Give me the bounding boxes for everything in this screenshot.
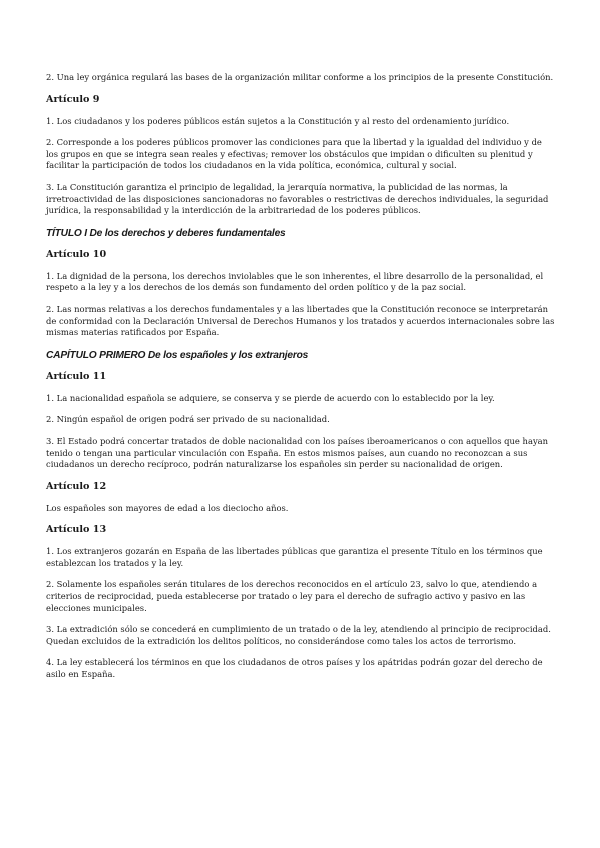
article-heading: Artículo 9 [46, 93, 100, 105]
paragraph: 3. El Estado podrá concertar tratados de doble nacionalidad con los países iberoamericanos o con aquellos que hayan tenido o tengan una particular vinculación con España. En estos mismos países, aun cuando no reconozcan a sus ciudadanos un derecho recíproco, podrán naturalizarse los españoles sin perder su nacionalidad de origen. [46, 435, 549, 470]
paragraph: Los españoles son mayores de edad a los dieciocho años. [46, 502, 289, 513]
paragraph: 2. Corresponde a los poderes públicos promover las condiciones para que la libertad y la igualdad del individuo y de los grupos en que se integra sean reales y efectivas; remover los obstáculos que impidan o dificulten su plenitud y facilitar la participación de todos los ciudadanos en la vida política, económica, cultural y social. [46, 137, 542, 171]
article-heading: Artículo 10 [46, 248, 107, 260]
chapter-heading: CAPÍTULO PRIMERO De los españoles y los extranjeros [46, 349, 309, 361]
paragraph: 2. Las normas relativas a los derechos fundamentales y a las libertades que la Constitución reconoce se interpretarán de conformidad con la Declaración Universal de Derechos Humanos y los tratados y acuerdos internacionales sobre las mismas materias ratificados por España. [46, 303, 555, 338]
title-heading: TÍTULO I De los derechos y deberes fundamentales [46, 227, 286, 239]
paragraph: 1. La nacionalidad española se adquiere, se conserva y se pierde de acuerdo con lo establecido por la ley. [46, 392, 495, 403]
article-heading: Artículo 13 [46, 524, 107, 536]
document-page [46, 72, 556, 691]
paragraph: 1. Los extranjeros gozarán en España de las libertades públicas que garantiza el presente Título en los términos que establezcan los tratados y la ley. [46, 546, 543, 568]
paragraph: 2. Ningún español de origen podrá ser privado de su nacionalidad. [46, 414, 330, 425]
paragraph: 4. La ley establecerá los términos en que los ciudadanos de otros países y los apátridas podrán gozar del derecho de asilo en España. [46, 657, 543, 680]
article-heading: Artículo 12 [46, 480, 107, 492]
paragraph: 3. La extradición sólo se concederá en cumplimiento de un tratado o de la ley, atendiendo al principio de reciprocidad. Quedan excluidos de la extradición los delitos políticos, no considerándose como tales los actos de terrorismo. [46, 624, 551, 646]
paragraph: 1. La dignidad de la persona, los derechos inviolables que le son inherentes, el libre desarrollo de la personalidad, el respeto a la ley y a los derechos de los demás son fundamento del orden político y de la paz social. [46, 270, 544, 293]
paragraph: 2. Una ley orgánica regulará las bases de la organización militar conforme a los principios de la presente Constitución. [46, 72, 554, 82]
paragraph: 3. La Constitución garantiza el principio de legalidad, la jerarquía normativa, la publicidad de las normas, la irretroactividad de las disposiciones sancionadoras no favorables o restrictivas de derechos individuales, la seguridad jurídica, la responsabilidad y la interdicción de la arbitrariedad de los poderes públicos. [46, 181, 549, 216]
paragraph: 1. Los ciudadanos y los poderes públicos están sujetos a la Constitución y al resto del ordenamiento jurídico. [46, 115, 510, 126]
paragraph: 2. Solamente los españoles serán titulares de los derechos reconocidos en el artículo 23, salvo lo que, atendiendo a criterios de reciprocidad, pueda establecerse por tratado o ley para el derecho de sufragio activo y pasivo en las elecciones municipales. [46, 579, 538, 613]
article-heading: Artículo 11 [46, 370, 107, 382]
